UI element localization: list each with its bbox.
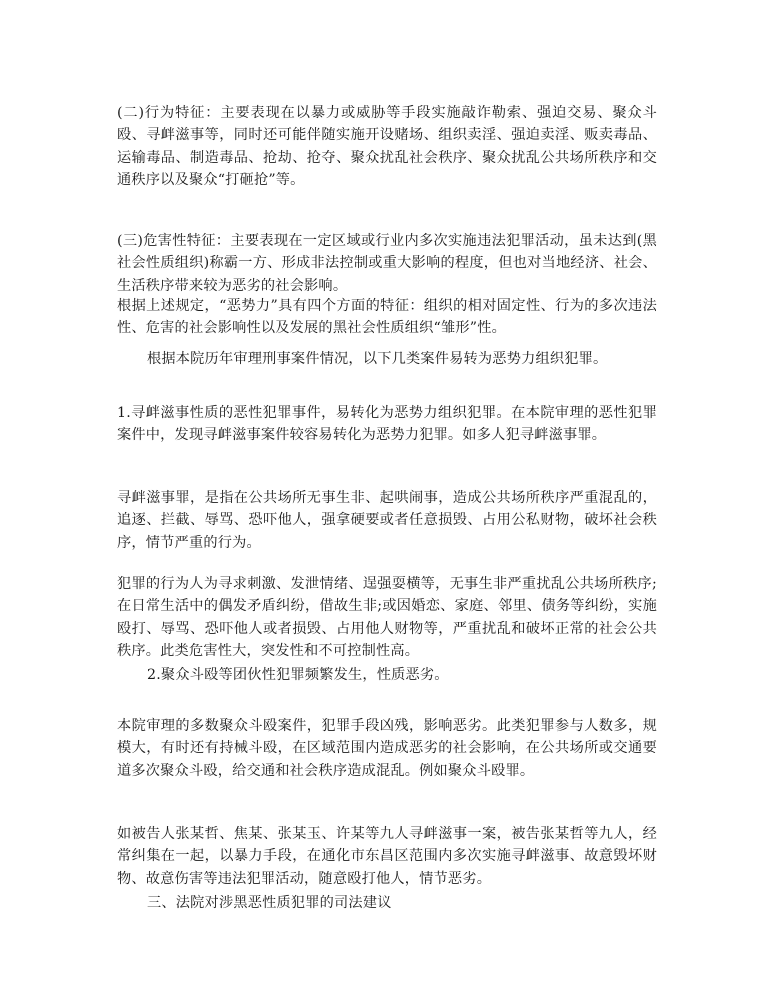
paragraph-case-example: 如被告人张某哲、焦某、张某玉、许某等九人寻衅滋事一案，被告张某哲等九人，经常纠集在一起，以暴力手段，在通化市东昌区范围内多次实施寻衅滋事、故意毁坏财物、故意伤害等违法犯罪活动，随意殴打他人，情节恶劣。 bbox=[117, 826, 657, 887]
paragraph-point-2: 2.聚众斗殴等团伙性犯罪频繁发生，性质恶劣。 bbox=[147, 667, 449, 683]
paragraph-provoking-trouble-definition: 寻衅滋事罪，是指在公共场所无事生非、起哄闹事，造成公共场所秩序严重混乱的，追逐、拦截、辱骂、恐吓他人，强拿硬要或者任意损毁、占用公私财物，破坏社会秩序，情节严重的行为。 bbox=[117, 490, 657, 551]
paragraph-behavior-features: (二)行为特征：主要表现在以暴力或威胁等手段实施敲诈勒索、强迫交易、聚众斗殴、寻衅滋事等，同时还可能伴随实施开设赌场、组织卖淫、强迫卖淫、贩卖毒品、运输毒品、制造毒品、抢劫、抢夺、聚众扰乱社会秩序、聚众扰乱公共场所秩序和交通秩序以及聚众“打砸抢”等。 bbox=[117, 105, 657, 188]
paragraph-case-intro: 根据本院历年审理刑事案件情况，以下几类案件易转为恶势力组织犯罪。 bbox=[147, 351, 608, 367]
paragraph-offender-behavior: 犯罪的行为人为寻求刺激、发泄情绪、逞强耍横等，无事生非严重扰乱公共场所秩序;在日常生活中的偶发矛盾纠纷，借故生非;或因婚恋、家庭、邻里、债务等纠纷，实施殴打、辱骂、恐吓他人或者损毁、占用他人财物等，严重扰乱和破坏正常的社会公共秩序。此类危害性大，突发性和不可控制性高。 bbox=[117, 576, 657, 659]
paragraph-harm-features: (三)危害性特征：主要表现在一定区域或行业内多次实施违法犯罪活动，虽未达到(黑社会性质组织)称霸一方、形成非法控制或重大影响的程度，但也对当地经济、社会、生活秩序带来较为恶劣的社会影响。 bbox=[117, 233, 657, 294]
paragraph-point-1: 1.寻衅滋事性质的恶性犯罪事件，易转化为恶势力组织犯罪。在本院审理的恶性犯罪案件中，发现寻衅滋事案件较容易转化为恶势力犯罪。如多人犯寻衅滋事罪。 bbox=[117, 405, 657, 444]
paragraph-gang-fight-cases: 本院审理的多数聚众斗殴案件，犯罪手段凶残，影响恶劣。此类犯罪参与人数多，规模大，有时还有持械斗殴，在区域范围内造成恶劣的社会影响，在公共场所或交通要道多次聚众斗殴，给交通和社会秩序造成混乱。例如聚众斗殴罪。 bbox=[117, 718, 657, 779]
section-heading-judicial-suggestions: 三、法院对涉黑恶性质犯罪的司法建议 bbox=[147, 895, 392, 911]
paragraph-four-features: 根据上述规定，“恶势力”具有四个方面的特征：组织的相对固定性、行为的多次违法性、危害的社会影响性以及发展的黑社会性质组织“雏形”性。 bbox=[117, 298, 657, 337]
